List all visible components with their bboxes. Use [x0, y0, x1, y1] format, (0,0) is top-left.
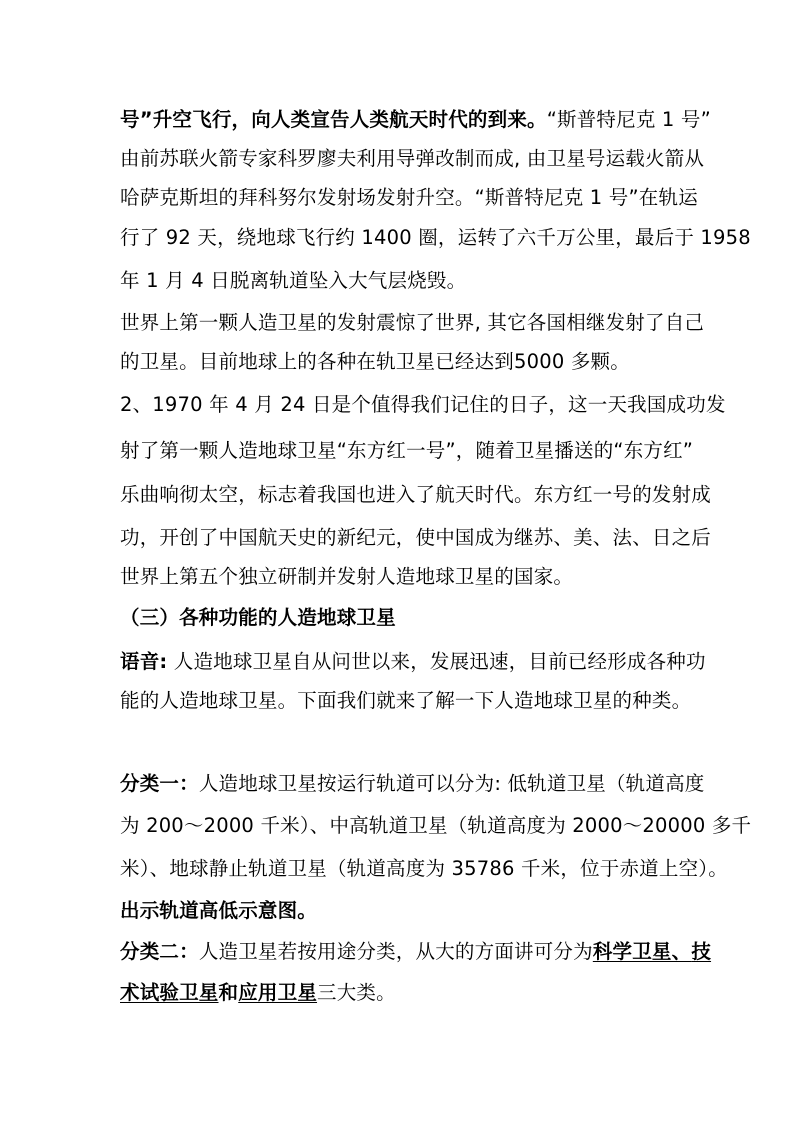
text-line: 能的人造地球卫星。下面我们就来了解一下人造地球卫星的种类。 — [120, 689, 692, 712]
lead-label: 分类一： — [120, 772, 199, 795]
text-line: 射了第一颗人造地球卫星“东方红一号”，随着卫星播送的“东方红” — [120, 439, 694, 462]
text-line: 哈萨克斯坦的拜科努尔发射场发射升空。“斯普特尼克 1 号”在轨运 — [120, 186, 698, 209]
text-line: 米）、地球静止轨道卫星（轨道高度为 35786 千米，位于赤道上空）。 — [120, 857, 728, 880]
text-line: 由前苏联火箭专家科罗廖夫利用导弹改制而成, 由卫星号运载火箭从 — [120, 147, 705, 170]
text-line — [120, 108, 711, 132]
lead-label: 分类二： — [120, 940, 199, 963]
text-line — [120, 772, 704, 796]
text-span: 人造地球卫星按运行轨道可以分为: 低轨道卫星（轨道高度 — [198, 772, 705, 795]
text-line: 乐曲响彻太空，标志着我国也进入了航天时代。东方红一号的发射成 — [120, 483, 712, 506]
underlined-term: 科学卫星、 — [592, 940, 692, 963]
text-span: “斯普特尼克 1 号” — [546, 108, 711, 131]
text-span: 和 — [218, 981, 239, 1004]
underlined-term: 术试验卫星 — [120, 981, 219, 1004]
text-line: 功，开创了中国航天史的新纪元，使中国成为继苏、美、法、日之后 — [120, 526, 712, 549]
text-line: 年 1 月 4 日脱离轨道坠入大气层烧毁。 — [120, 269, 467, 292]
bold-sentence: 号”升空飞行，向人类宣告人类航天时代的到来。 — [120, 108, 547, 131]
text-line: 2、1970 年 4 月 24 日是个值得我们记住的日子，这一天我国成功发 — [120, 393, 726, 416]
text-line — [120, 650, 706, 674]
text-span: 三大类。 — [317, 981, 396, 1004]
text-line: 为 200～2000 千米）、中高轨道卫星（轨道高度为 2000～20000 多千 — [120, 814, 752, 837]
text-span: 人造地球卫星自从问世以来，发展迅速，目前已经形成各种功 — [167, 650, 706, 673]
bold-instruction: 出示轨道高低示意图。 — [120, 899, 318, 922]
text-line: 世界上第一颗人造卫星的发射震惊了世界, 其它各国相继发射了自己 — [120, 311, 705, 334]
lead-label: 语音: — [120, 650, 168, 673]
underlined-term: 应用卫星 — [238, 981, 318, 1004]
text-line: 世界上第五个独立研制并发射人造地球卫星的国家。 — [120, 565, 574, 588]
text-line: 的卫星。目前地球上的各种在轨卫星已经达到5000 多颗。 — [120, 350, 630, 373]
section-heading: （三）各种功能的人造地球卫星 — [120, 606, 396, 629]
underlined-term: 技 — [691, 940, 712, 963]
text-span: 人造卫星若按用途分类，从大的方面讲可分为 — [198, 940, 593, 963]
text-line — [120, 940, 711, 964]
text-line — [120, 981, 396, 1005]
text-line: 行了 92 天，绕地球飞行约 1400 圈，运转了六千万公里，最后于 1958 — [120, 226, 751, 249]
